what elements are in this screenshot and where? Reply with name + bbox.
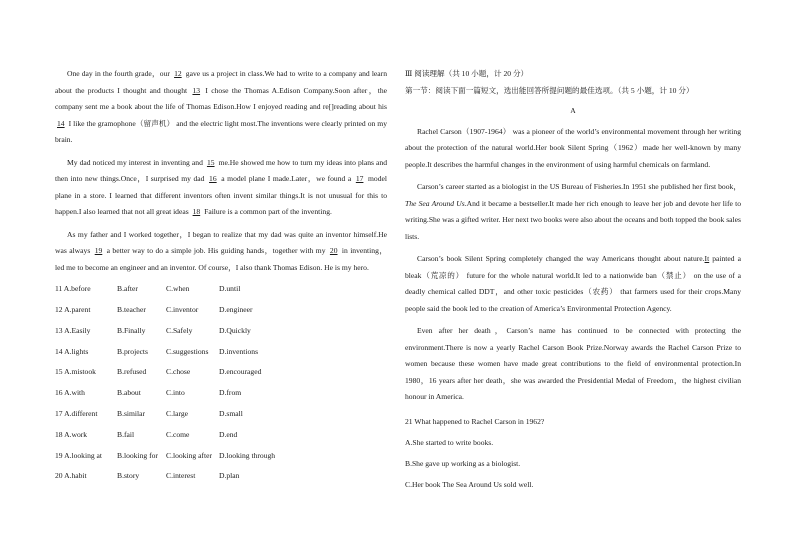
text: a better way to do a simple job. His guiding hands，together with my xyxy=(106,246,326,255)
blank-16[interactable]: 16 xyxy=(209,174,217,183)
option-a[interactable]: 16 A.with xyxy=(55,388,85,398)
option-b[interactable]: B.looking for xyxy=(117,450,158,460)
blank-20[interactable]: 20 xyxy=(329,246,338,255)
option-b[interactable]: B.teacher xyxy=(117,304,146,314)
option-row-11 xyxy=(55,279,387,300)
choice-a[interactable]: A.She started to write books. xyxy=(405,437,494,447)
text: model plane in a store. I learned that different inventors often invent similar things.It is not unusual for this to happen.I also learned that not all great ideas xyxy=(55,174,387,216)
cloze-paragraph-2 xyxy=(55,155,387,221)
question-21: 21 What happened to Rachel Carson in 1962? xyxy=(405,416,545,426)
option-d[interactable]: D.plan xyxy=(219,471,240,481)
choice-c[interactable]: C.Her book The Sea Around Us sold well. xyxy=(405,479,534,489)
option-d[interactable]: D.looking through xyxy=(219,450,276,460)
option-c[interactable]: C.looking after xyxy=(166,450,212,460)
option-d[interactable]: D.encouraged xyxy=(219,367,262,377)
text: painted a bleak（荒凉的） future for the whole natural world.It led to a nationwide ban（禁止） on the use of a deadly chemical called DDT，and other toxic pesticides（农药） that farmers used for their crops.Many people said the book led to the creation of America’s Environmental Protection Agency. xyxy=(405,254,741,313)
passage-label: A xyxy=(570,106,576,115)
option-c[interactable]: C.inventor xyxy=(166,304,199,314)
cloze-paragraph-3 xyxy=(55,227,387,277)
text: My dad noticed my interest in inventing and xyxy=(67,157,203,167)
blank-18[interactable]: 18 xyxy=(192,207,201,216)
text: Failure is a common part of the inventing. xyxy=(204,207,332,216)
blank-12[interactable]: 12 xyxy=(174,69,182,78)
text: a model plane I made.Later，we found a xyxy=(221,174,352,183)
option-a[interactable]: 11 A.before xyxy=(55,284,91,294)
blank-13[interactable]: 13 xyxy=(192,85,201,95)
option-a[interactable]: 19 A.looking at xyxy=(55,450,103,460)
passage-paragraph-4: Even after her death，Carson’s name has continued to be connected with protecting the environment.There is now a yearly Rachel Carson Book Prize.Norway awards the Rachel Carson Prize to women because these women have made great contributions to the field of environmental protection.In 1980，16 years after her death，she was awarded the Presidential Medal of Freedom，the highest civilian honour in America. xyxy=(405,326,741,401)
passage-paragraph-1: Rachel Carson（1907-1964） was a pioneer of the world’s environmental movement through her writing about the protection of the natural world.Her book Silent Spring（1962）made her well-known by many people.It describes the harmful changes in the environment of using harmful chemicals on farmland. xyxy=(405,126,741,169)
option-d[interactable]: D.engineer xyxy=(219,304,253,314)
text: One day in the fourth grade，our xyxy=(67,69,170,78)
option-c[interactable]: C.into xyxy=(166,388,185,398)
option-b[interactable]: B.refused xyxy=(117,367,147,377)
option-a[interactable]: 15 A.mistook xyxy=(55,367,96,377)
part-instruction: 第一节：阅读下面一篇短文，选出能回答所提问题的最佳选项。（共 5 小题，计 10 分） xyxy=(405,86,694,95)
option-c[interactable]: C.large xyxy=(166,408,189,418)
cloze-options xyxy=(55,279,387,487)
option-c[interactable]: C.come xyxy=(166,429,190,439)
blank-14[interactable]: 14 xyxy=(57,118,65,128)
option-b[interactable]: B.after xyxy=(117,284,138,294)
option-b[interactable]: B.fail xyxy=(117,429,135,439)
text: I like the gramophone（留声机） and the electric light most.The inventions were clearly printed on my brain. xyxy=(55,118,387,144)
option-d[interactable]: D.Quickly xyxy=(219,325,251,335)
text: .And it became a bestseller.It made her rich enough to leave her job and devote her life to writing.She was a gifted writer. Her next two books were also about the oceans and both topped the book sales lists. xyxy=(405,198,741,241)
option-a[interactable]: 14 A.lights xyxy=(55,346,89,356)
option-row-17 xyxy=(55,404,387,425)
cloze-section xyxy=(55,66,387,487)
option-b[interactable]: B.story xyxy=(117,471,140,481)
option-a[interactable]: 20 A.habit xyxy=(55,471,87,481)
reading-section xyxy=(405,66,741,494)
section-heading: Ⅲ 阅读理解（共 10 小题，计 20 分） xyxy=(405,69,529,78)
choice-b[interactable]: B.She gave up working as a biologist. xyxy=(405,458,521,468)
option-a[interactable]: 18 A.work xyxy=(55,429,88,439)
option-a[interactable]: 13 A.Easily xyxy=(55,325,91,335)
text: I chose the Thomas A.Edison Company.Soon after，the company sent me a book about the life of Thomas Edison.How I enjoyed reading and re[]reading about his xyxy=(55,85,387,111)
text: gave us a project in class.We had to write to a company and learn about the products I thought and thought xyxy=(55,69,388,95)
option-b[interactable]: B.Finally xyxy=(117,325,146,335)
option-b[interactable]: B.about xyxy=(117,388,141,398)
option-a[interactable]: 17 A.different xyxy=(55,408,98,418)
option-a[interactable]: 12 A.parent xyxy=(55,304,91,314)
blank-19[interactable]: 19 xyxy=(94,246,103,255)
text: As my father and I worked together，I began to realize that my dad was quite an inventor himself.He was always xyxy=(55,229,387,255)
option-row-14 xyxy=(55,341,387,362)
option-c[interactable]: C.when xyxy=(166,284,190,294)
blank-15[interactable]: 15 xyxy=(206,157,215,167)
passage-paragraph-2 xyxy=(405,179,741,245)
passage-paragraph-3 xyxy=(405,251,741,317)
option-row-20 xyxy=(55,466,387,487)
blank-17[interactable]: 17 xyxy=(355,174,364,183)
option-b[interactable]: B.projects xyxy=(117,346,149,356)
option-c[interactable]: C.chose xyxy=(166,367,191,377)
option-d[interactable]: D.end xyxy=(219,429,238,439)
text: Carson’s book Silent Spring completely changed the way Americans thought about nature. xyxy=(417,254,705,263)
option-row-19 xyxy=(55,445,387,466)
option-row-13 xyxy=(55,321,387,342)
option-row-16 xyxy=(55,383,387,404)
text: me.He showed me how to turn my ideas into plans and then into new things.Once，I surprised my dad xyxy=(55,157,387,183)
option-d[interactable]: D.small xyxy=(219,408,243,418)
option-b[interactable]: B.similar xyxy=(117,408,146,418)
option-row-18 xyxy=(55,425,387,446)
option-c[interactable]: C.interest xyxy=(166,471,196,481)
underlined-word: It xyxy=(704,254,710,263)
cloze-paragraph-1 xyxy=(55,66,387,149)
text: in inventing， led me to become an engineer and an inventor. Of course，I also thank Thomas Edison. He is my hero. xyxy=(55,246,387,272)
option-row-12 xyxy=(55,300,387,321)
book-title: The Sea Around Us xyxy=(405,198,465,208)
option-c[interactable]: C.Safely xyxy=(166,325,193,335)
option-d[interactable]: D.until xyxy=(219,284,241,294)
option-row-15 xyxy=(55,362,387,383)
option-d[interactable]: D.inventions xyxy=(219,346,259,356)
option-d[interactable]: D.from xyxy=(219,388,242,398)
text: Carson’s career started as a biologist in the US Bureau of Fisheries.In 1951 she published her first book， xyxy=(417,182,741,191)
option-c[interactable]: C.suggestions xyxy=(166,346,209,356)
